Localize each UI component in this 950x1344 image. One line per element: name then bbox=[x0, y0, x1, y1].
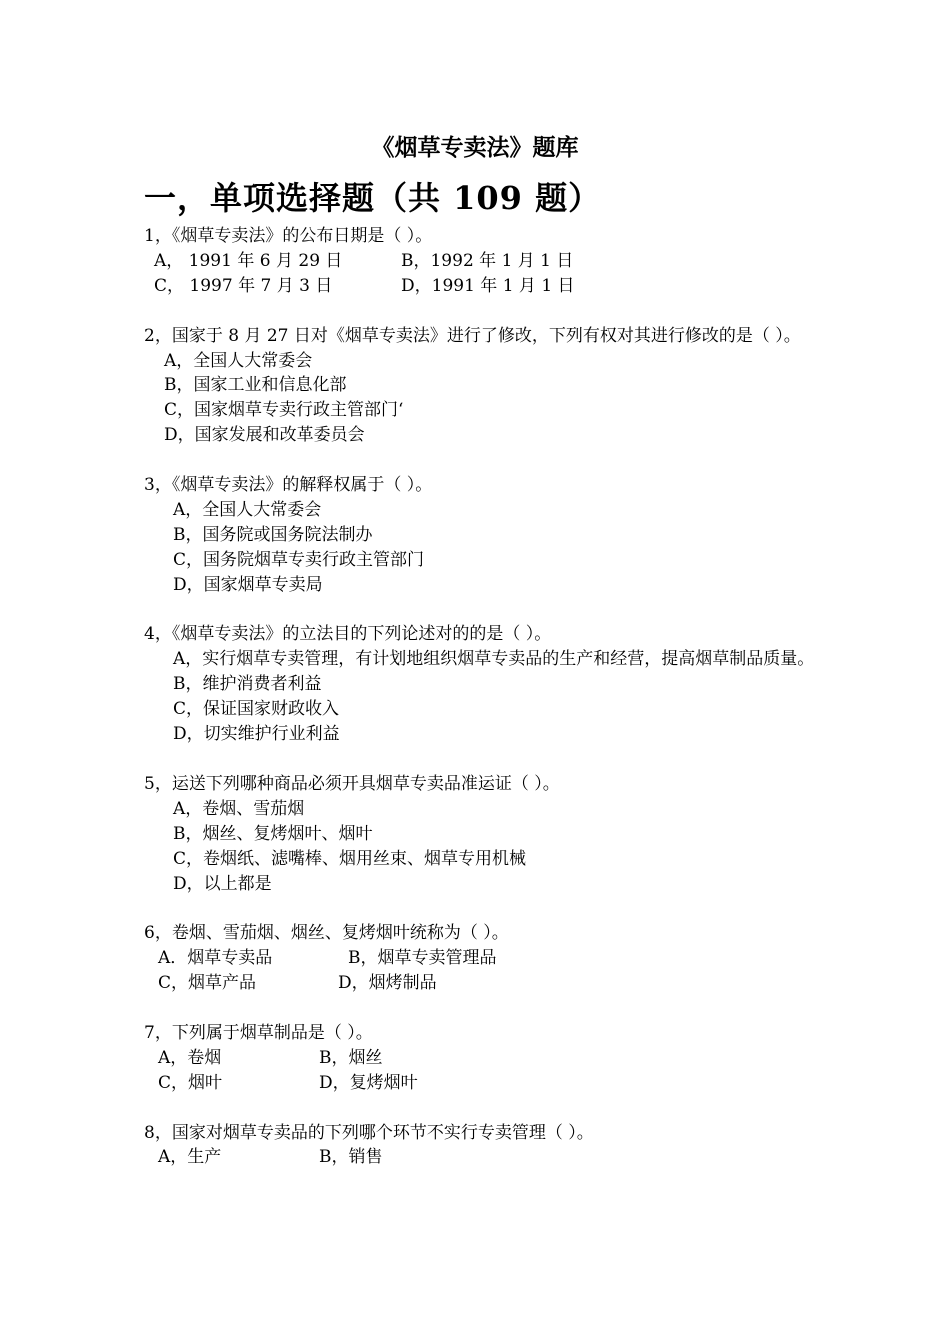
option-a-text: A，实行烟草专卖管理，有计划地组织烟草专卖品的生产和经营，提高烟草制品质量。 bbox=[173, 649, 815, 670]
option-d: D，烟烤制品 bbox=[338, 973, 437, 994]
option-c: C，卷烟纸、滤嘴棒、烟用丝束、烟草专用机械 bbox=[173, 848, 527, 869]
option-row bbox=[144, 274, 824, 299]
question-stem: 1，《烟草专卖法》的公布日期是（ ）。 bbox=[144, 226, 433, 246]
option-b: B，销售 bbox=[319, 1147, 383, 1168]
question-7 bbox=[144, 1021, 824, 1096]
question-stem: 4，《烟草专卖法》的立法目的下列论述对的的是（ ）。 bbox=[144, 624, 552, 645]
option-b: B，维护消费者利益 bbox=[173, 674, 322, 695]
option-c: C，保证国家财政收入 bbox=[173, 699, 340, 720]
question-2 bbox=[144, 324, 824, 449]
option-row bbox=[144, 1145, 824, 1170]
question-stem: 2，国家于 8 月 27 日对《烟草专卖法》进行了修改，下列有权对其进行修改的是（ ）。 bbox=[144, 325, 801, 346]
question-list bbox=[144, 224, 824, 1170]
option-row bbox=[144, 971, 824, 996]
question-8 bbox=[144, 1121, 824, 1171]
option-a: A，生产 bbox=[158, 1147, 222, 1168]
question-5 bbox=[144, 772, 824, 897]
section-heading: 一，单项选择题（共 109 题） bbox=[144, 179, 602, 217]
option-c: C，国务院烟草专卖行政主管部门 bbox=[173, 549, 425, 570]
question-stem: 5，运送下列哪种商品必须开具烟草专卖品准运证（ ）。 bbox=[144, 773, 560, 794]
option-c: C， 1997 年 7 月 3 日 bbox=[154, 275, 333, 296]
question-4 bbox=[144, 622, 824, 747]
question-stem: 6，卷烟、雪茄烟、烟丝、复烤烟叶统称为（ ）。 bbox=[144, 923, 509, 944]
option-b: B，国家工业和信息化部 bbox=[164, 375, 347, 396]
question-stem: 8，国家对烟草专卖品的下列哪个环节不实行专卖管理（ ）。 bbox=[144, 1122, 594, 1143]
option-d: D，切实维护行业利益 bbox=[173, 724, 340, 745]
question-stem: 7，下列属于烟草制品是（ ）。 bbox=[144, 1022, 373, 1043]
option-a: A， 1991 年 6 月 29 日 bbox=[154, 250, 343, 271]
option-b: B，1992 年 1 月 1 日 bbox=[401, 250, 574, 271]
option-a: A．烟草专卖品 bbox=[158, 948, 273, 969]
option-a: A，卷烟 bbox=[158, 1047, 222, 1068]
option-c: C，烟叶 bbox=[158, 1072, 223, 1093]
option-d: D，国家发展和改革委员会 bbox=[164, 425, 365, 446]
option-row bbox=[144, 946, 824, 971]
option-b: B，烟丝、复烤烟叶、烟叶 bbox=[173, 823, 373, 844]
option-row bbox=[144, 1071, 824, 1096]
question-3 bbox=[144, 473, 824, 598]
option-c: C，国家烟草专卖行政主管部门‘ bbox=[164, 400, 404, 421]
option-row bbox=[144, 249, 824, 274]
question-6 bbox=[144, 921, 824, 996]
option-b: B，烟草专卖管理品 bbox=[348, 948, 497, 969]
option-c: C，烟草产品 bbox=[158, 973, 257, 994]
question-1 bbox=[144, 224, 824, 299]
option-a: A，全国人大常委会 bbox=[173, 499, 322, 520]
question-stem: 3，《烟草专卖法》的解释权属于（ ）。 bbox=[144, 475, 433, 496]
option-row bbox=[144, 1046, 824, 1071]
option-d: D，以上都是 bbox=[173, 873, 272, 894]
option-a: A，全国人大常委会 bbox=[164, 350, 313, 371]
option-b: B，国务院或国务院法制办 bbox=[173, 524, 373, 545]
option-a bbox=[144, 647, 824, 672]
option-d: D，1991 年 1 月 1 日 bbox=[401, 275, 575, 296]
document-title: 《烟草专卖法》题库 bbox=[371, 134, 579, 161]
option-b: B，烟丝 bbox=[319, 1047, 383, 1068]
option-d: D，国家烟草专卖局 bbox=[173, 574, 323, 595]
option-d: D，复烤烟叶 bbox=[319, 1072, 418, 1093]
option-a: A，卷烟、雪茄烟 bbox=[173, 798, 305, 819]
